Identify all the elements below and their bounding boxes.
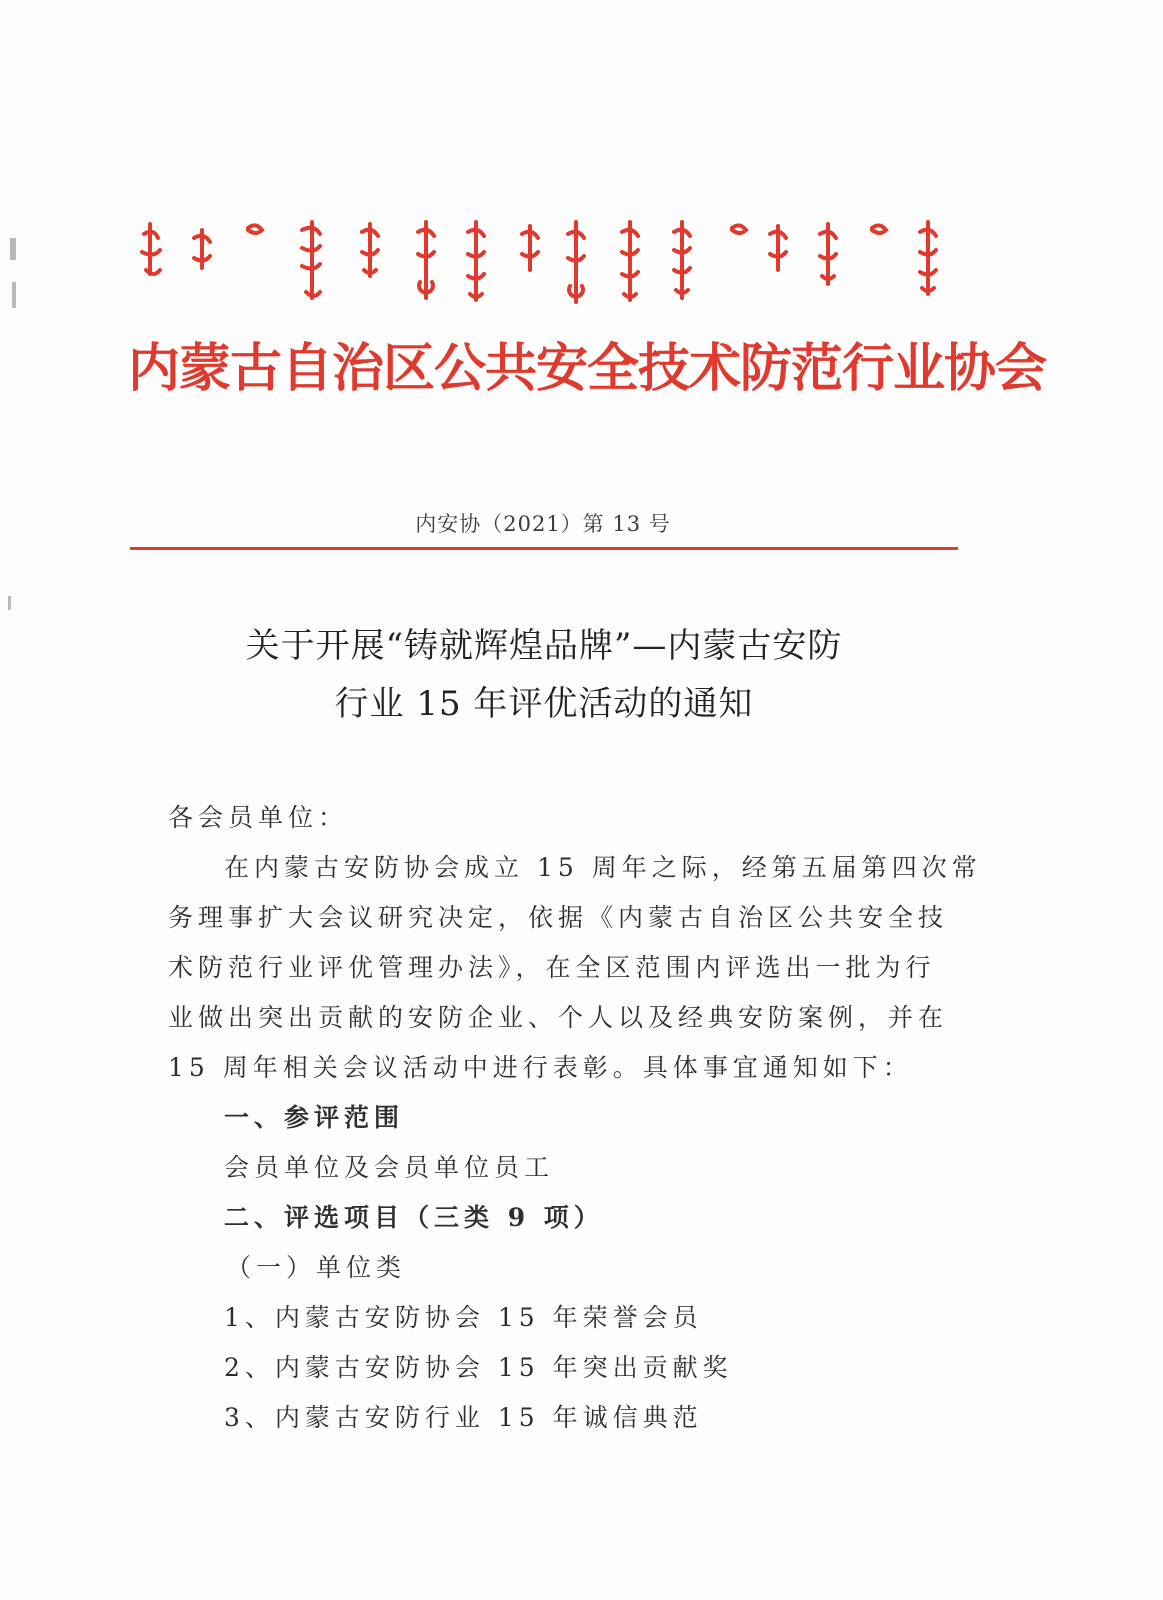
section-heading-scope: 一、参评范围 — [224, 1103, 405, 1132]
mongolian-org-name — [136, 214, 956, 314]
document-title-line-2: 行业 15 年评优活动的通知 — [334, 684, 754, 724]
mongolian-word — [732, 225, 746, 233]
mongolian-word — [920, 222, 936, 294]
body-line: 在内蒙古安防协会成立 15 周年之际，经第五届第四次常 — [224, 853, 982, 882]
mongolian-word — [142, 224, 160, 274]
scan-artifact — [12, 282, 16, 308]
list-item: 1、内蒙古安防协会 15 年荣誉会员 — [224, 1303, 703, 1332]
mongolian-word — [418, 222, 434, 298]
red-divider-line — [130, 547, 958, 550]
document-number: 内安协（2021）第 13 号 — [415, 512, 671, 536]
mongolian-word — [194, 230, 210, 268]
body-line: 15 周年相关会议活动中进行表彰。具体事宜通知如下： — [168, 1053, 913, 1082]
scan-artifact — [8, 596, 11, 610]
mongolian-word — [622, 222, 638, 300]
mongolian-word — [770, 226, 786, 270]
mongolian-word — [674, 222, 690, 298]
mongolian-word — [248, 225, 262, 233]
mongolian-word — [362, 224, 378, 276]
mongolian-word — [872, 225, 886, 233]
mongolian-word — [468, 222, 484, 300]
mongolian-word — [568, 222, 584, 302]
mongolian-word — [522, 226, 538, 270]
scan-artifact — [10, 238, 16, 260]
body-line: 术防范行业评优管理办法》，在全区范围内评选出一批为行 — [168, 953, 936, 982]
section-heading-items: 二、评选项目（三类 9 项） — [224, 1203, 604, 1232]
section-scope-text: 会员单位及会员单位员工 — [224, 1153, 555, 1182]
list-item: 3、内蒙古安防行业 15 年诚信典范 — [224, 1403, 703, 1432]
body-line: 务理事扩大会议研究决定，依据《内蒙古自治区公共安全技 — [168, 903, 949, 932]
mongolian-word — [302, 222, 320, 298]
salutation: 各会员单位： — [168, 803, 349, 832]
organization-name: 内蒙古自治区公共安全技术防范行业协会 — [128, 341, 1047, 398]
list-item: 2、内蒙古安防协会 15 年突出贡献奖 — [224, 1353, 733, 1382]
mongolian-word — [820, 224, 836, 284]
document-title-line-1: 关于开展“铸就辉煌品牌”—内蒙古安防 — [245, 626, 843, 666]
subsection-unit-category: （一）单位类 — [226, 1253, 407, 1282]
body-line: 业做出突出贡献的安防企业、个人以及经典安防案例，并在 — [168, 1003, 949, 1032]
